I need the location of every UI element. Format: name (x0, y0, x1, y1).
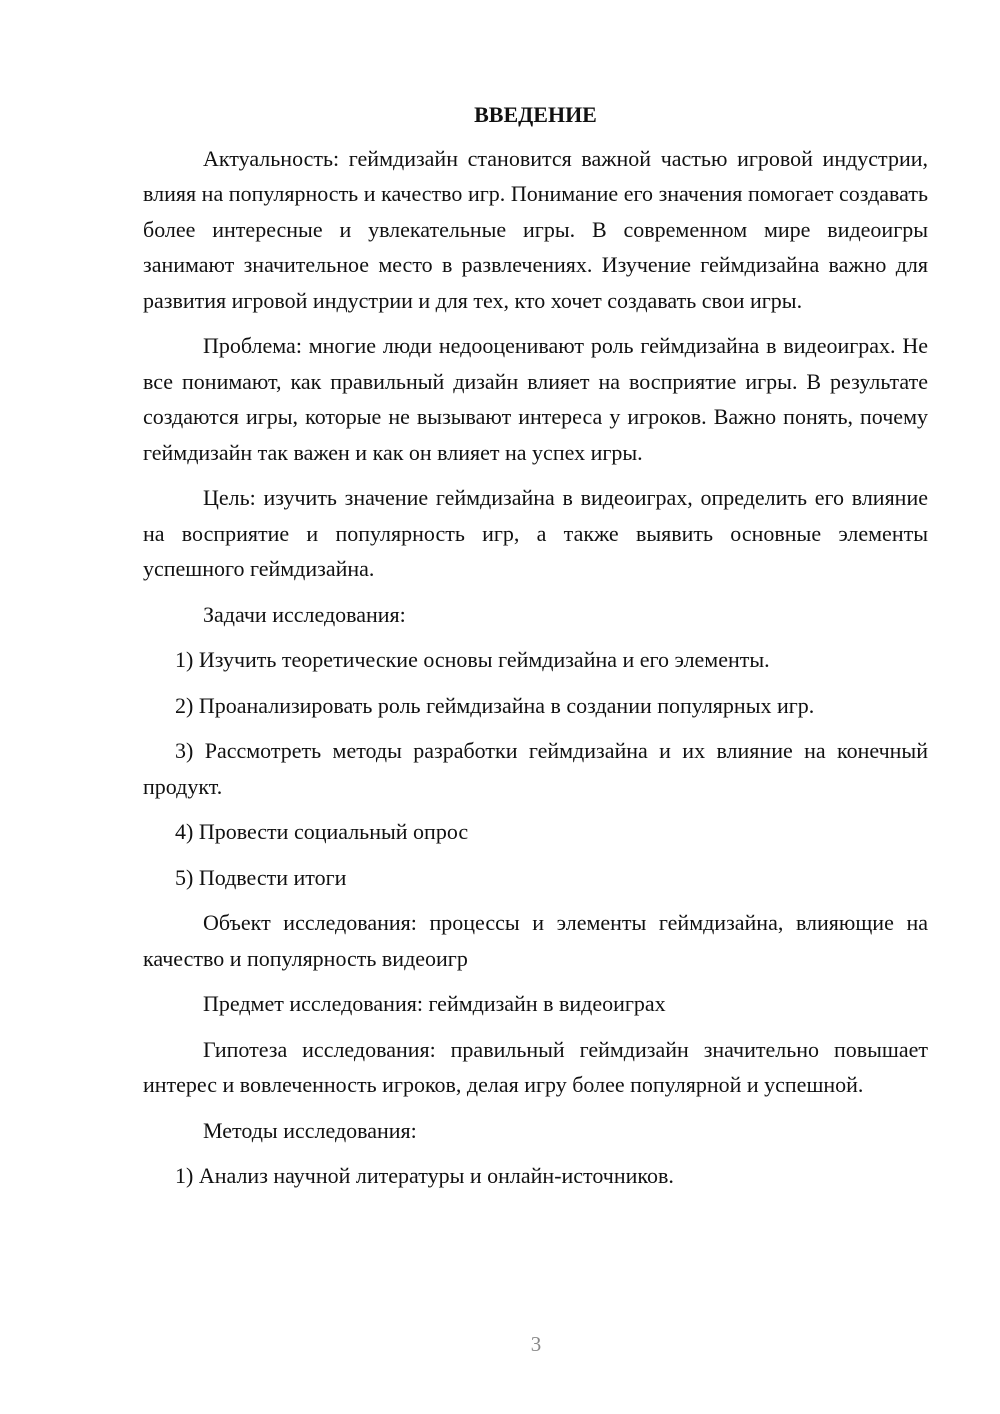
task-item: 1) Изучить теоретические основы геймдизайна и его элементы. (175, 647, 770, 672)
task-item: 5) Подвести итоги (175, 864, 347, 890)
tasks-label: Задачи исследования: (203, 601, 406, 627)
goal-paragraph: Цель: изучить значение геймдизайна в видеоиграх, определить его влияние на восприятие и популярность игр, а также выявить основные элементы успешного геймдизайна. (143, 485, 928, 581)
task-item: 2) Проанализировать роль геймдизайна в создании популярных игр. (175, 692, 815, 718)
methods-label: Методы исследования: (203, 1117, 417, 1143)
task-item: 3) Рассмотреть методы разработки геймдизайна и их влияние на конечный продукт. (143, 738, 928, 799)
subject-paragraph: Предмет исследования: геймдизайн в видеоиграх (203, 991, 666, 1016)
task-item: 4) Провести социальный опрос (175, 819, 469, 844)
object-paragraph: Объект исследования: процессы и элементы геймдизайна, влияющие на качество и популярность видеоигр (143, 910, 928, 971)
page-number: 3 (530, 1332, 542, 1356)
page-title: ВВЕДЕНИЕ (474, 102, 597, 127)
relevance-paragraph: Актуальность: геймдизайн становится важной частью игровой индустрии, влияя на популярность и качество игр. Понимание его значения помогает создавать более интересные и увлекательные игры. В современном мире видеоигры занимают значительное место в развлечениях. Изучение геймдизайна важно для развития игровой индустрии и для тех, кто хочет создавать свои игры. (143, 145, 928, 313)
method-item: 1) Анализ научной литературы и онлайн-источников. (175, 1163, 674, 1188)
problem-paragraph: Проблема: многие люди недооценивают роль геймдизайна в видеоиграх. Не все понимают, как правильный дизайн влияет на восприятие игры. В результате создаются игры, которые не вызывают интереса у игроков. Важно понять, почему геймдизайн так важен и как он влияет на успех игры. (143, 333, 928, 465)
hypothesis-paragraph: Гипотеза исследования: правильный геймдизайн значительно повышает интерес и вовлеченность игроков, делая игру более популярной и успешной. (143, 1036, 928, 1097)
document-page (143, 97, 928, 1204)
